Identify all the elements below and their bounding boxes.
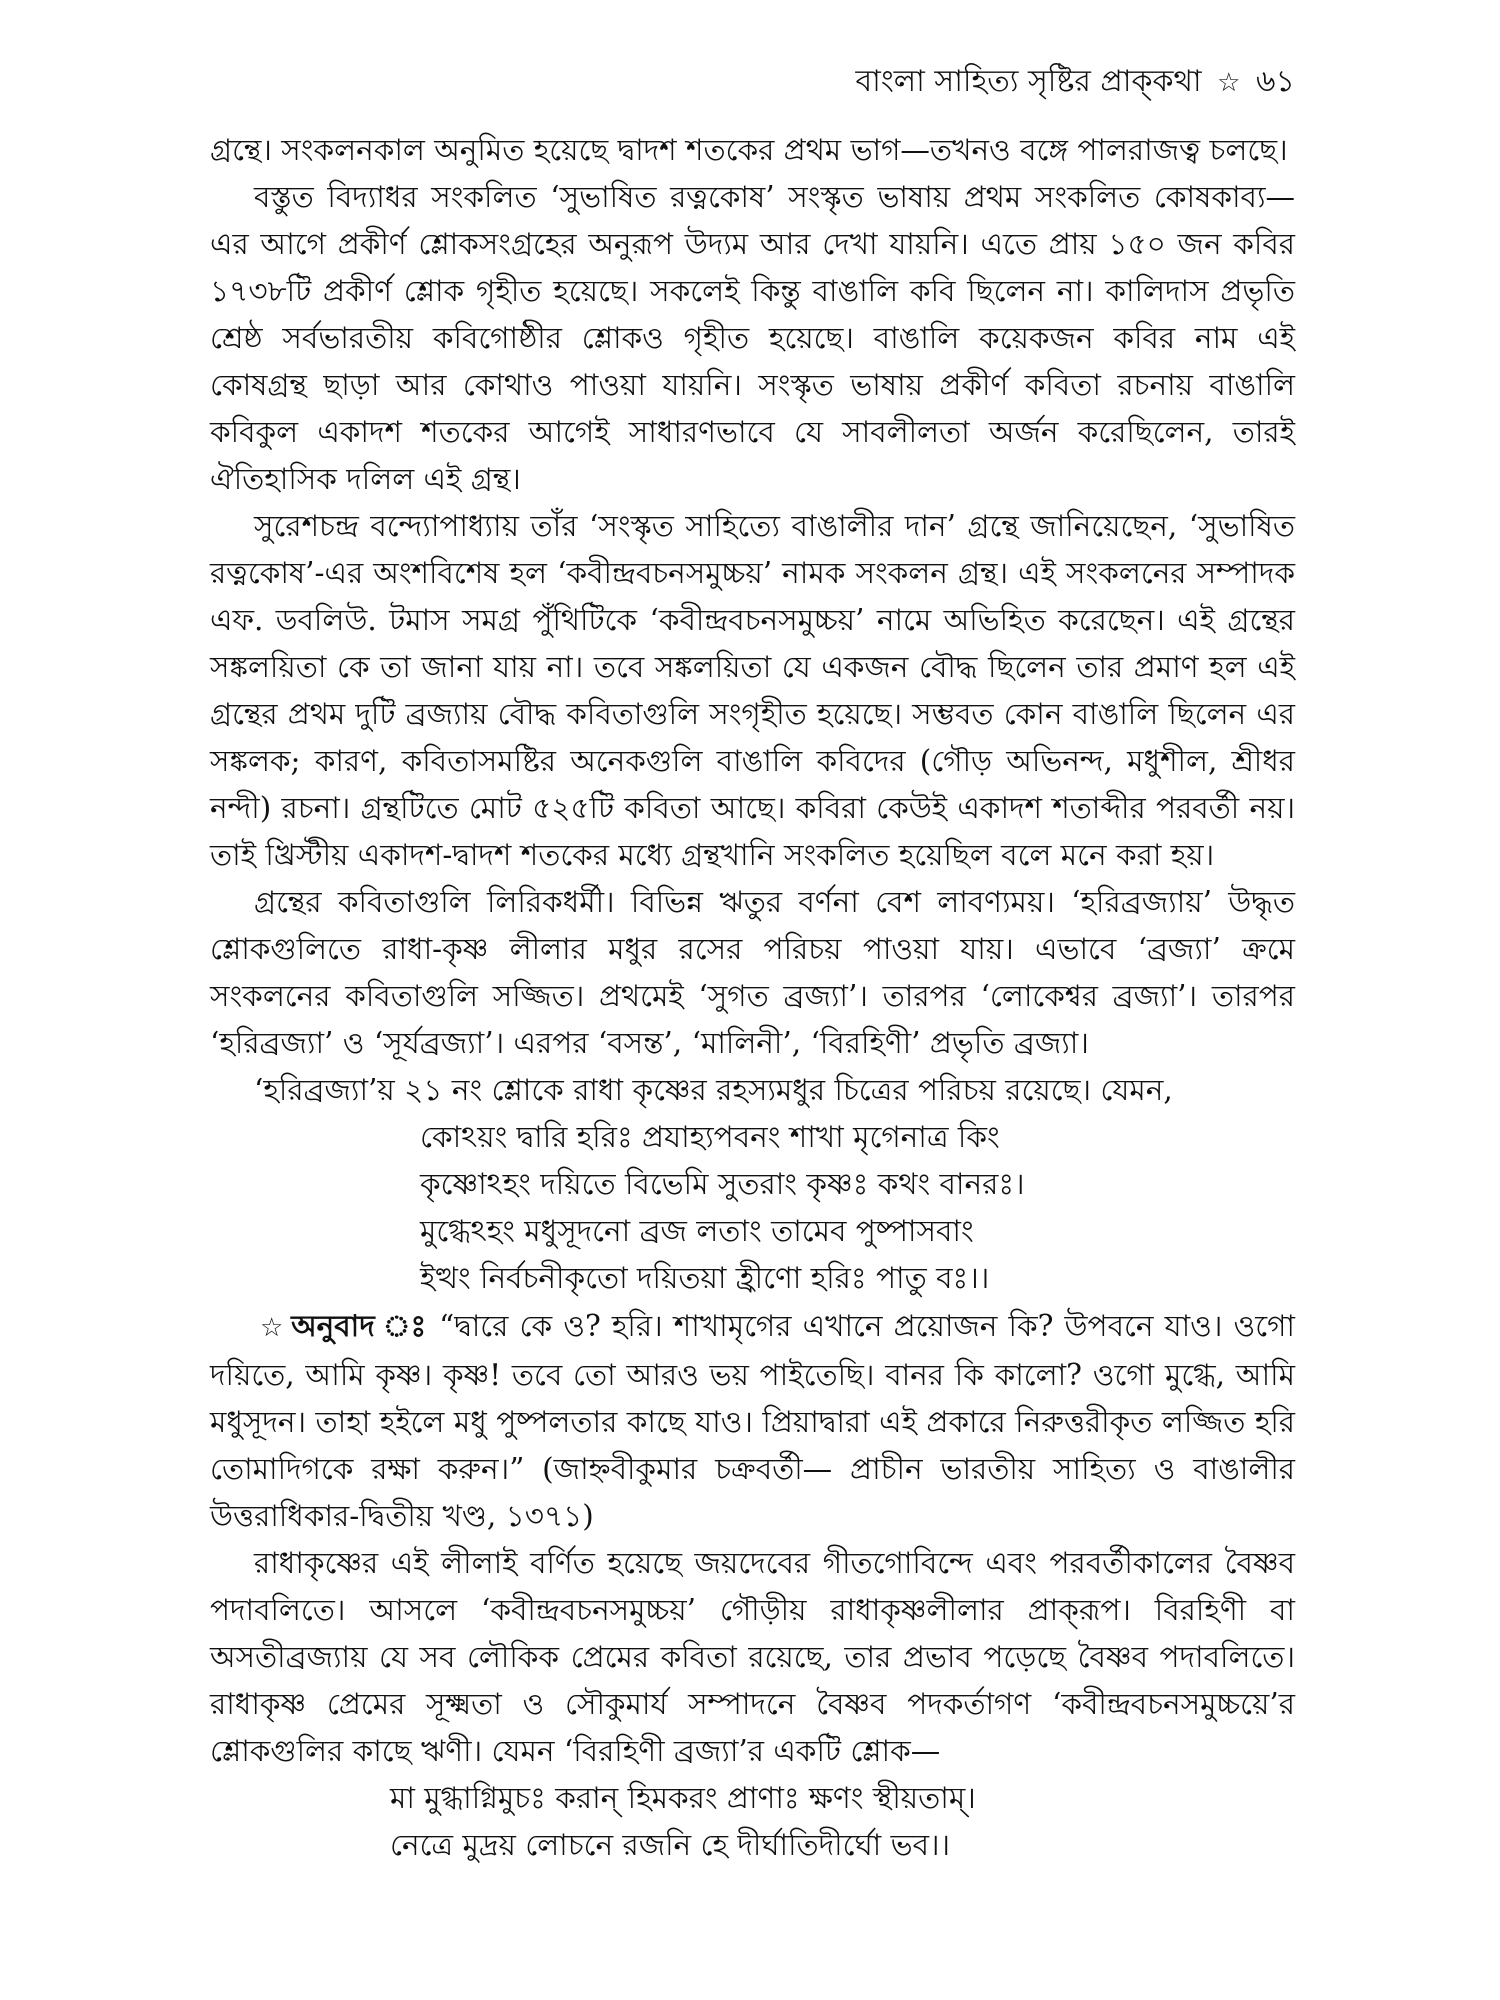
verse-line: ইত্থং নির্বচনীকৃতো দয়িতয়া হ্রীণো হরিঃ পাতু বঃ।। bbox=[420, 1261, 990, 1295]
star-icon: ☆ bbox=[1217, 68, 1241, 98]
paragraph-closing: রাধাকৃষ্ণের এই লীলাই বর্ণিত হয়েছে জয়দেবের গীতগোবিন্দে এবং পরবর্তীকালের বৈষ্ণব পদাবলিতে। আসলে ‘কবীন্দ্রবচনসমুচ্চয়’ গৌড়ীয় রাধাকৃষ্ণলীলার প্রাক্‌রূপ। বিরহিণী বা অসতীব্রজ্যায় যে সব লৌকিক প্রেমের কবিতা রয়েছে, তার প্রভাব পড়েছে বৈষ্ণব পদাবলিতে। রাধাকৃষ্ণ প্রেমের সূক্ষ্মতা ও সৌকুমার্য সম্পাদনে বৈষ্ণব পদকর্তাগণ ‘কবীন্দ্রবচনসমুচ্চয়ে’র শ্লোকগুলির কাছে ঋণী। যেমন ‘বিরহিণী ব্রজ্যা’র একটি শ্লোক— bbox=[210, 1546, 1295, 1768]
running-title: বাংলা সাহিত্য সৃষ্টির প্রাক্‌কথা bbox=[855, 64, 1202, 99]
verse-line: মুগ্ধেঽহং মধুসূদনো ব্রজ লতাং তামেব পুষ্পাসবাং bbox=[420, 1214, 974, 1248]
paragraph-poems: গ্রন্থের কবিতাগুলি লিরিকধর্মী। বিভিন্ন ঋতুর বর্ণনা বেশ লাবণ্যময়। ‘হরিব্রজ্যায়’ উদ্ধৃত শ্লোকগুলিতে রাধা-কৃষ্ণ লীলার মধুর রসের পরিচয় পাওয়া যায়। এভাবে ‘ব্রজ্যা’ ক্রমে সংকলনের কবিতাগুলি সজ্জিত। প্রথমেই ‘সুগত ব্রজ্যা’। তারপর ‘লোকেশ্বর ব্রজ্যা’। তারপর ‘হরিব্রজ্যা’ ও ‘সূর্যব্রজ্যা’। এরপর ‘বসন্ত’, ‘মালিনী’, ‘বিরহিণী’ প্রভৃতি ব্রজ্যা। bbox=[210, 885, 1295, 1060]
sanskrit-verse-1 bbox=[210, 1114, 1295, 1302]
verse-line: কোঽয়ং দ্বারি হরিঃ প্রযাহ্যপবনং শাখা মৃগেনাত্র কিং bbox=[420, 1120, 1000, 1154]
translation-paragraph bbox=[210, 1302, 1295, 1540]
translation-text: “দ্বারে কে ও? হরি। শাখামৃগের এখানে প্রয়োজন কি? উপবনে যাও। ওগো দয়িতে, আমি কৃষ্ণ। কৃষ্ণ! তবে তো আরও ভয় পাইতেছি। বানর কি কালো? ওগো মুগ্ধে, আমি মধুসূদন। তাহা হইলে মধু পুষ্পলতার কাছে যাও। প্রিয়াদ্বারা এই প্রকারে নিরুত্তরীকৃত লজ্জিত হরি তোমাদিগকে রক্ষা করুন।” (জাহ্নবীকুমার চক্রবর্তী— প্রাচীন ভারতীয় সাহিত্য ও বাঙালীর উত্তরাধিকার-দ্বিতীয় খণ্ড, ১৩৭১) bbox=[210, 1309, 1295, 1533]
paragraph-subhashita: বস্তুত বিদ্যাধর সংকলিত ‘সুভাষিত রত্নকোষ’ সংস্কৃত ভাষায় প্রথম সংকলিত কোষকাব্য—এর আগে প্রকীর্ণ শ্লোকসংগ্রহের অনুরূপ উদ্যম আর দেখা যায়নি। এতে প্রায় ১৫০ জন কবির ১৭৩৮টি প্রকীর্ণ শ্লোক গৃহীত হয়েছে। সকলেই কিন্তু বাঙালি কবি ছিলেন না। কালিদাস প্রভৃতি শ্রেষ্ঠ সর্বভারতীয় কবিগোষ্ঠীর শ্লোকও গৃহীত হয়েছে। বাঙালি কয়েকজন কবির নাম এই কোষগ্রন্থ ছাড়া আর কোথাও পাওয়া যায়নি। সংস্কৃত ভাষায় প্রকীর্ণ কবিতা রচনায় বাঙালি কবিকুল একাদশ শতকের আগেই সাধারণভাবে যে সাবলীলতা অর্জন করেছিলেন, তারই ঐতিহাসিক দলিল এই গ্রন্থ। bbox=[210, 180, 1295, 496]
book-page bbox=[210, 60, 1295, 1869]
sanskrit-verse-2 bbox=[210, 1775, 1295, 1869]
star-icon: ☆ bbox=[260, 1313, 286, 1343]
verse-line: নেত্রে মুদ্রয় লোচনে রজনি হে দীর্ঘাতিদীর্ঘো ভব।। bbox=[390, 1828, 951, 1862]
paragraph-haribrajya: ‘হরিব্রজ্যা’য় ২১ নং শ্লোকে রাধা কৃষ্ণের রহস্যমধুর চিত্রের পরিচয় রয়েছে। যেমন, bbox=[254, 1073, 1173, 1107]
verse-line: মা মুগ্ধাগ্নিমুচঃ করান্ হিমকরং প্রাণাঃ ক্ষণং স্থীয়তাম্। bbox=[390, 1781, 976, 1815]
paragraph-continuation: গ্রন্থে। সংকলনকাল অনুমিত হয়েছে দ্বাদশ শতকের প্রথম ভাগ—তখনও বঙ্গে পালরাজত্ব চলছে। bbox=[210, 133, 1288, 167]
page-number: ৬১ bbox=[1256, 64, 1295, 99]
translation-label: অনুবাদ ঃ bbox=[291, 1308, 428, 1343]
running-header bbox=[210, 60, 1295, 105]
paragraph-kavindra: সুরেশচন্দ্র বন্দ্যোপাধ্যায় তাঁর ‘সংস্কৃত সাহিত্যে বাঙালীর দান’ গ্রন্থে জানিয়েছেন, ‘সুভাষিত রত্নকোষ’-এর অংশবিশেষ হল ‘কবীন্দ্রবচনসমুচ্চয়’ নামক সংকলন গ্রন্থ। এই সংকলনের সম্পাদক এফ. ডবলিউ. টমাস সমগ্র পুঁথিটিকে ‘কবীন্দ্রবচনসমুচ্চয়’ নামে অভিহিত করেছেন। এই গ্রন্থের সঙ্কলয়িতা কে তা জানা যায় না। তবে সঙ্কলয়িতা যে একজন বৌদ্ধ ছিলেন তার প্রমাণ হল এই গ্রন্থের প্রথম দুটি ব্রজ্যায় বৌদ্ধ কবিতাগুলি সংগৃহীত হয়েছে। সম্ভবত কোন বাঙালি ছিলেন এর সঙ্কলক; কারণ, কবিতাসমষ্টির অনেকগুলি বাঙালি কবিদের (গৌড় অভিনন্দ, মধুশীল, শ্রীধর নন্দী) রচনা। গ্রন্থটিতে মোট ৫২৫টি কবিতা আছে। কবিরা কেউই একাদশ শতাব্দীর পরবর্তী নয়। তাই খ্রিস্টীয় একাদশ-দ্বাদশ শতকের মধ্যে গ্রন্থখানি সংকলিত হয়েছিল বলে মনে করা হয়। bbox=[210, 509, 1295, 872]
verse-line: কৃষ্ণোঽহং দয়িতে বিভেমি সুতরাং কৃষ্ণঃ কথং বানরঃ। bbox=[420, 1167, 1025, 1201]
